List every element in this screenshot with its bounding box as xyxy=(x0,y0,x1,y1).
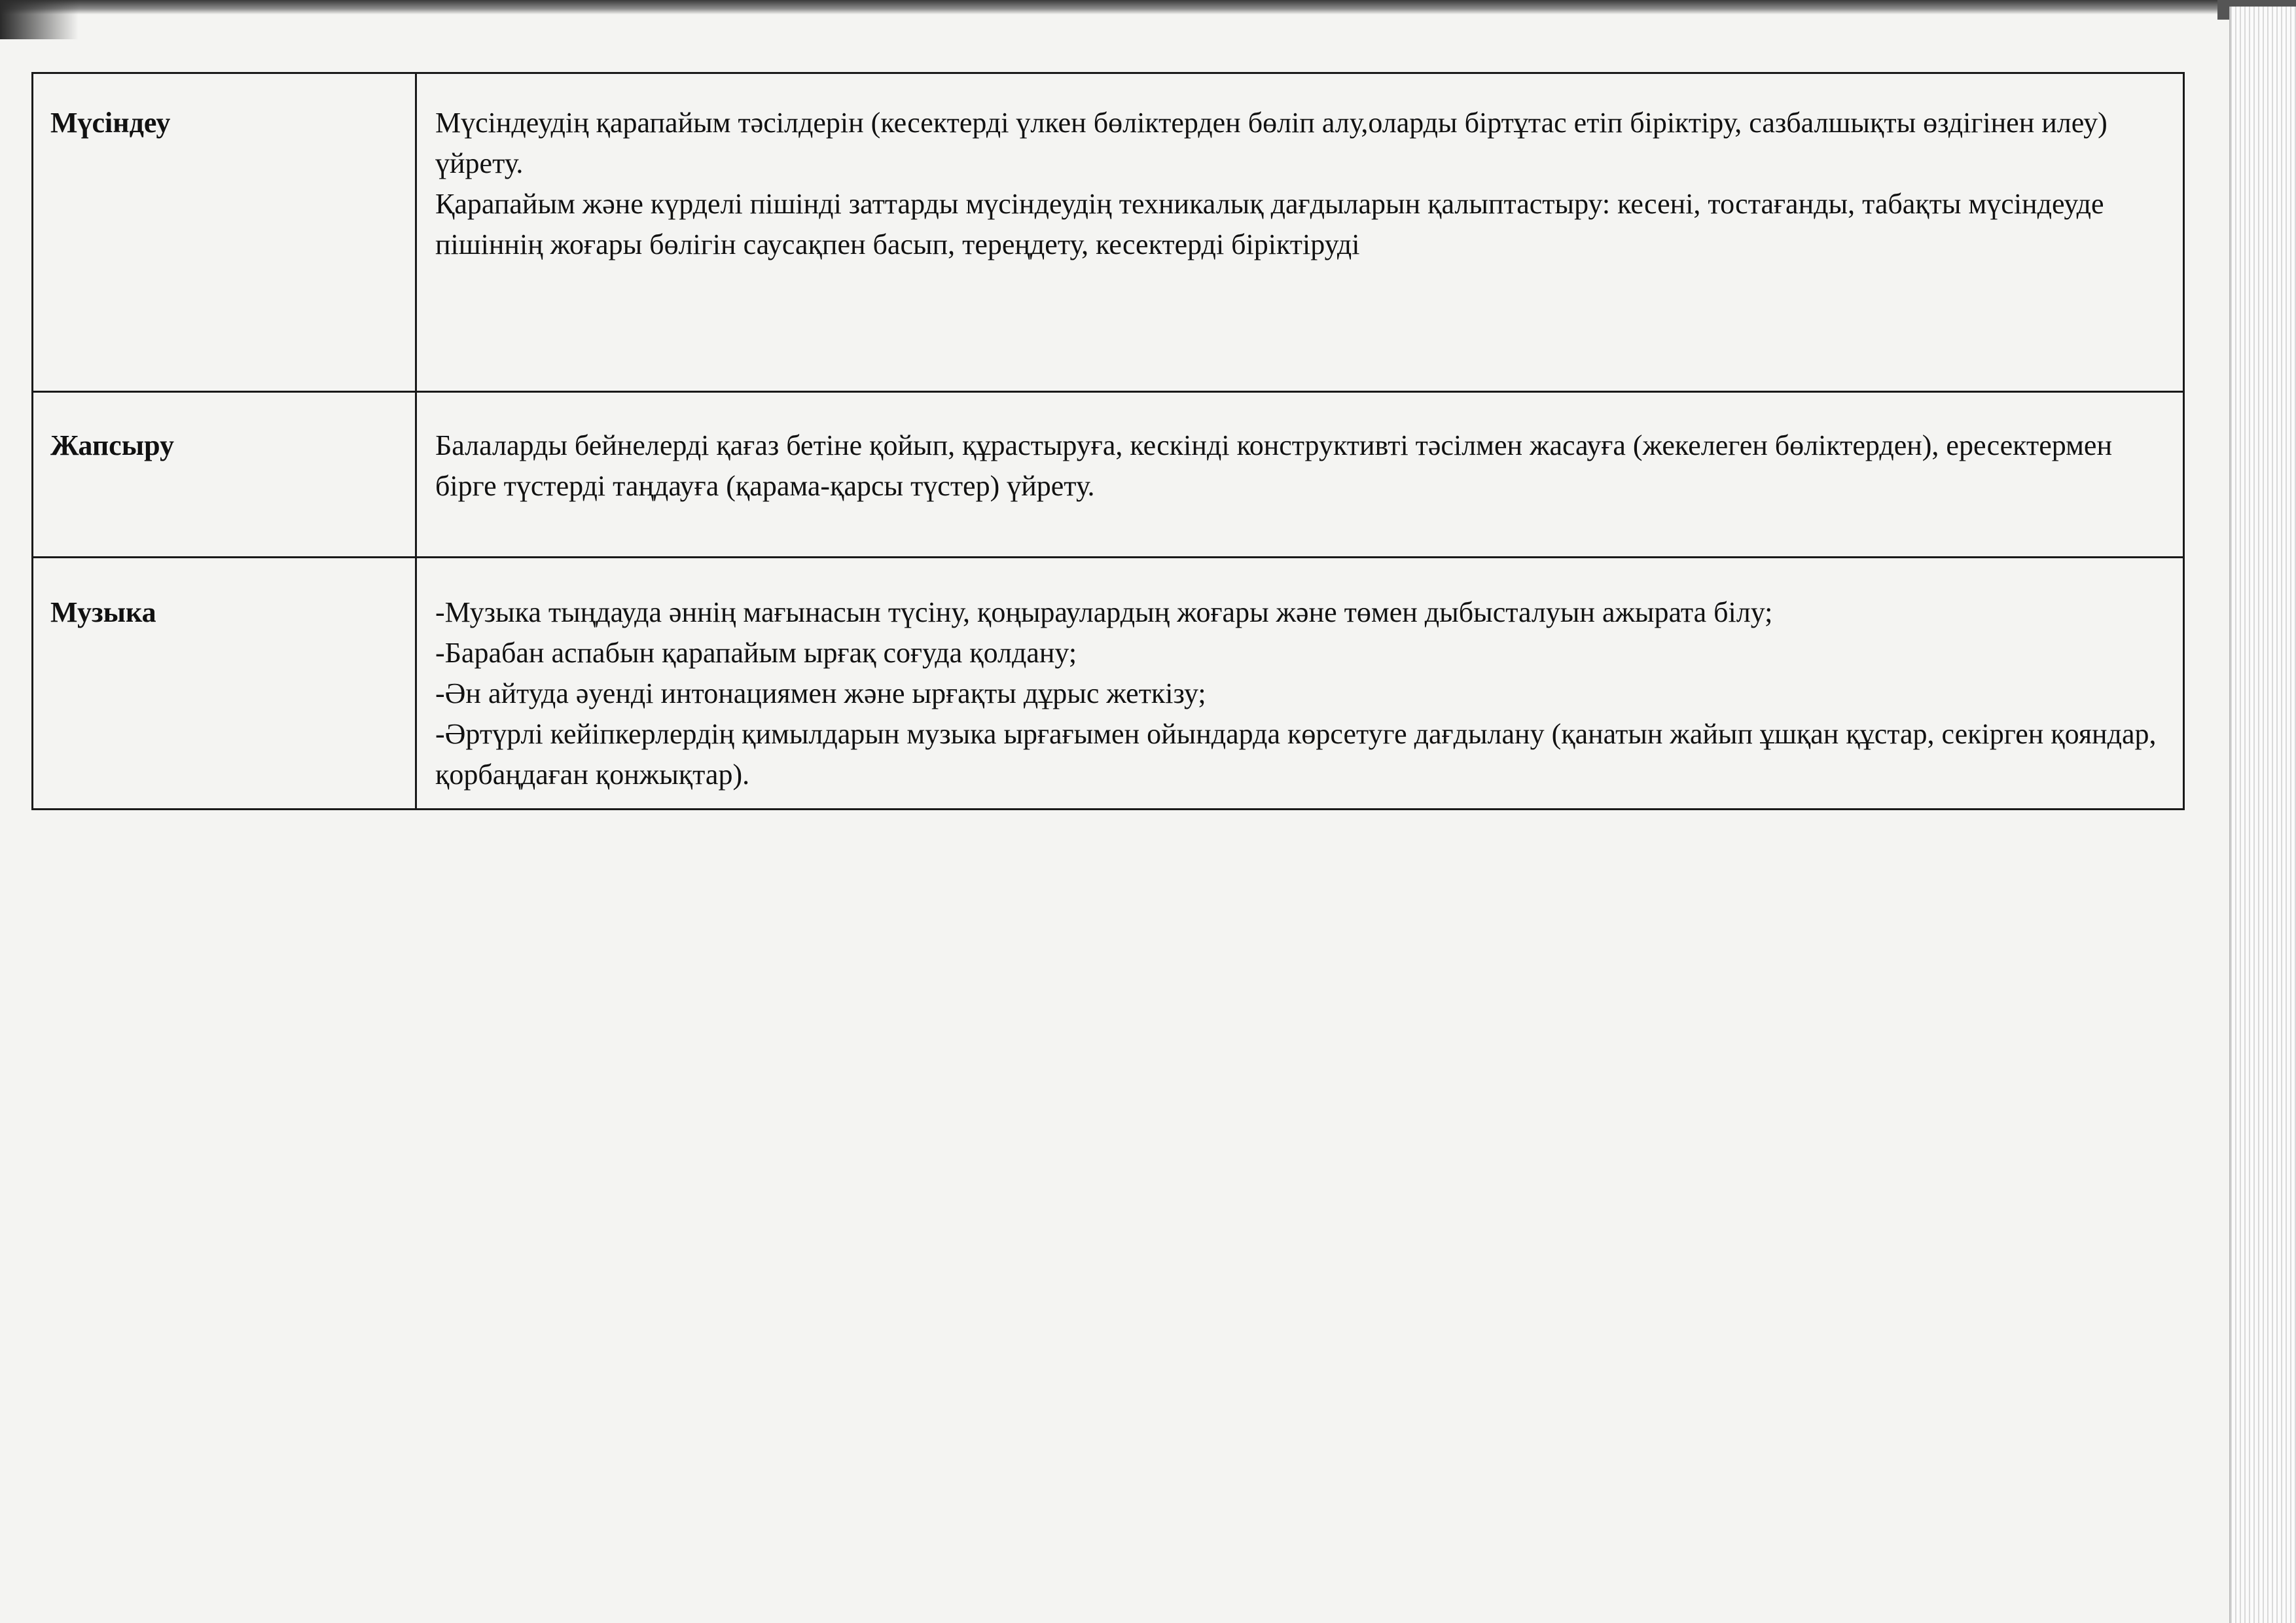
table-row xyxy=(33,392,2184,558)
subject-cell xyxy=(33,392,416,558)
subject-label: Жапсыру xyxy=(50,429,174,461)
content-cell xyxy=(416,392,2184,558)
table-row xyxy=(33,558,2184,810)
content-paragraph: Мүсіндеудің қарапайым тәсілдерін (кесектерді үлкен бөліктерден бөліп алу,оларды біртұтас етіп біріктіру, сазбалшықты өздігінен илеу) үйрету. xyxy=(435,107,2108,179)
table-row xyxy=(33,73,2184,392)
content-paragraph: -Барабан аспабын қарапайым ырғақ соғуда қолдану; xyxy=(435,637,1077,669)
content-cell xyxy=(416,558,2184,810)
content-paragraph: -Әртүрлі кейіпкерлердің қимылдарын музыка ырғағымен ойындарда көрсетуге дағдылану (қанатын жайып ұшқан құстар, секірген қояндар, қорбаңдаған қонжықтар). xyxy=(435,718,2157,791)
paper-stack-edges xyxy=(2229,7,2296,1623)
subject-cell xyxy=(33,558,416,810)
content-paragraph: Балаларды бейнелерді қағаз бетіне қойып, құрастыруға, кескінді конструктивті тәсілмен жасауға (жекелеген бөліктерден), ересектермен бірге түстерді таңдауға (қарама-қарсы түстер) үйрету. xyxy=(435,429,2112,502)
content-cell xyxy=(416,73,2184,392)
scan-shadow-top xyxy=(0,0,2296,14)
content-paragraph: -Музыка тыңдауда әннің мағынасын түсіну, қоңыраулардың жоғары және төмен дыбысталуын ажырата білу; xyxy=(435,596,1773,628)
curriculum-table xyxy=(31,72,2185,810)
subject-cell xyxy=(33,73,416,392)
subject-label: Мүсіндеу xyxy=(50,107,171,139)
content-paragraph: Қарапайым және күрделі пішінді заттарды мүсіндеудің техникалық дағдыларын қалыптастыру: кесені, тостағанды, табақты мүсіндеуде пішіннің жоғары бөлігін саусақпен басып, тереңдету, кесектерді біріктіруді xyxy=(435,188,2104,260)
subject-label: Музыка xyxy=(50,596,156,628)
scan-shadow-corner xyxy=(0,0,79,39)
content-paragraph: -Ән айтуда әуенді интонациямен және ырғақты дұрыс жеткізу; xyxy=(435,677,1206,709)
